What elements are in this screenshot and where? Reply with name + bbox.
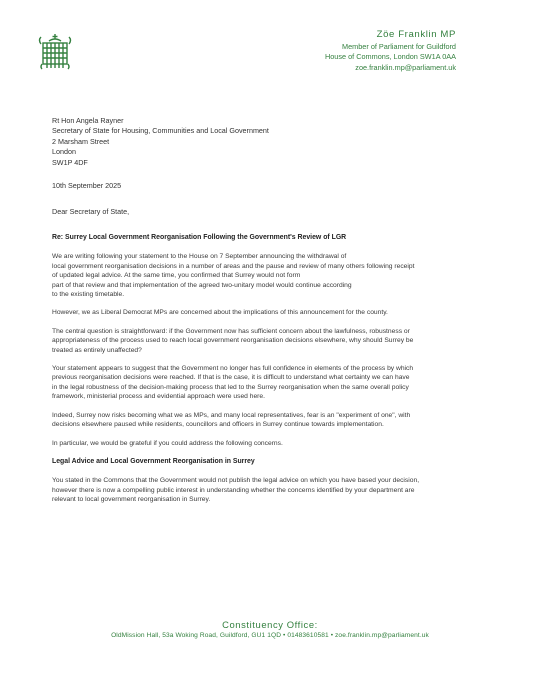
recipient-line: London xyxy=(52,147,76,157)
body-paragraph: The central question is straightforward: if the Government now has sufficient concern about the lawfulness, robustness or appropriateness of the process used to reach local government reorganisation decisions elsewhere, why should Surrey be treated as entirely unaffected? xyxy=(52,327,414,354)
sender-address: House of Commons, London SW1A 0AA xyxy=(324,52,456,62)
body-paragraph: In particular, we would be grateful if you could address the following concerns. xyxy=(52,439,283,447)
body-paragraph: You stated in the Commons that the Government would not publish the legal advice on which you have based your decision, however there is now a compelling public interest in understanding whether the concerns identified by your department are relevant to local government reorganisation in Surrey. xyxy=(52,477,420,504)
letter-body xyxy=(52,233,500,514)
body-paragraph: We are writing following your statement to the House on 7 September announcing the withdrawal of local government reorganisation decisions in a number of areas and the pause and review of many others following receipt of updated legal advice. At the same time, you confirmed that Surrey would not form part of that review and that implementation of the agreed two-unitary model would continue according to the existing timetable. xyxy=(52,253,415,299)
sender-email[interactable]: zoe.franklin.mp@parliament.uk xyxy=(355,62,456,72)
sender-name: Zöe Franklin MP xyxy=(376,29,456,40)
sender-role: Member of Parliament for Guildford xyxy=(342,41,456,51)
body-paragraph: Your statement appears to suggest that the Government no longer has full confidence in elements of the process by which previous reorganisation decisions were reached. If that is the case, it is difficult to understand what certainty we can have in the legal robustness of the decision-making process that led to the Surrey reorganisation when the same overall policy framework, ministerial process and evidential approach were used here. xyxy=(52,365,414,401)
recipient-line: Secretary of State for Housing, Communities and Local Government xyxy=(52,126,269,136)
subject-line: Re: Surrey Local Government Reorganisation Following the Government's Review of LGR xyxy=(52,234,347,241)
recipient-address xyxy=(52,116,269,168)
salutation: Dear Secretary of State, xyxy=(52,207,130,216)
body-paragraph: However, we as Liberal Democrat MPs are concerned about the implications of this announcement for the county. xyxy=(52,309,388,317)
recipient-line: SW1P 4DF xyxy=(52,157,88,167)
footer-title: Constituency Office: xyxy=(222,619,318,630)
letter-date: 10th September 2025 xyxy=(52,181,122,190)
body-paragraph: Indeed, Surrey now risks becoming what we as MPs, and many local representatives, fear is an "experiment of one", with decisions elsewhere paused while residents, councillors and officers in Surrey continue towards implementation. xyxy=(52,411,411,429)
sender-block xyxy=(325,30,456,73)
footer-contact-line: OldMission Hall, 53a Woking Road, Guildford, GU1 1QD • 01483610581 • zoe.franklin.mp@parliament.uk xyxy=(111,632,429,639)
recipient-line: Rt Hon Angela Rayner xyxy=(52,116,124,125)
portcullis-icon xyxy=(38,32,72,72)
recipient-line: 2 Marsham Street xyxy=(52,136,110,146)
section-heading: Legal Advice and Local Government Reorganisation in Surrey xyxy=(52,457,255,465)
footer xyxy=(0,619,540,639)
